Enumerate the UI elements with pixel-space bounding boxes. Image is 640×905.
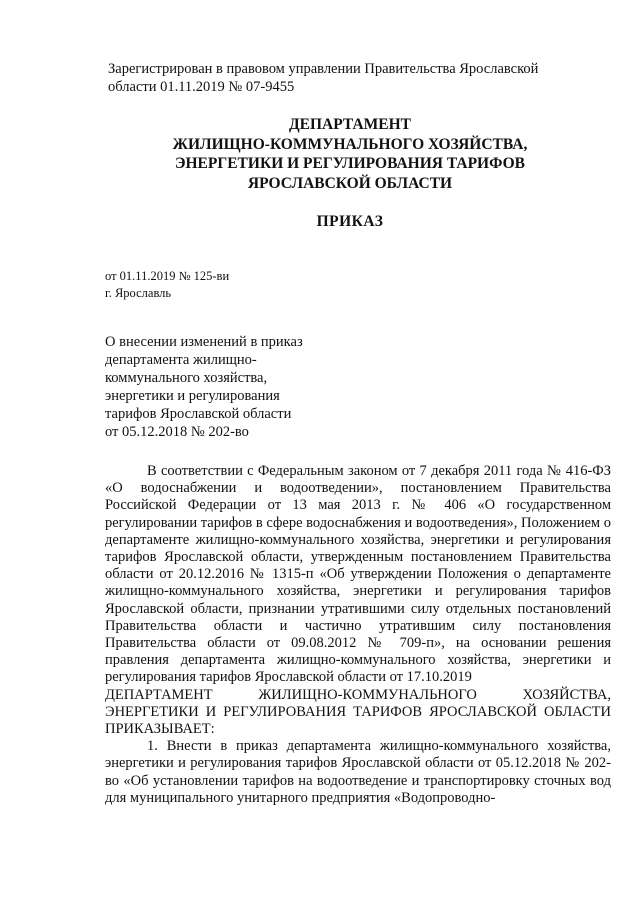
- item-1-paragraph: 1. Внести в приказ департамента жилищно-коммунального хозяйства, энергетики и регулирования тарифов Ярославской области от 05.12.2018 № 202-во «Об установлении тарифов на водоотведение и транспортировку сточных вод для муниципального унитарного предприятия «Водопроводно-: [105, 738, 611, 806]
- department-header: [100, 115, 600, 193]
- orders-paragraph: ДЕПАРТАМЕНТ ЖИЛИЩНО-КОММУНАЛЬНОГО ХОЗЯЙСТВА, ЭНЕРГЕТИКИ И РЕГУЛИРОВАНИЯ ТАРИФОВ ЯРОСЛАВСКОЙ ОБЛАСТИ ПРИКАЗЫВАЕТ:: [105, 686, 611, 738]
- order-subject: [105, 333, 335, 441]
- order-title: ПРИКАЗ: [316, 213, 384, 230]
- order-city: г. Ярославль: [105, 286, 172, 300]
- subject-line-4: энергетики и регулирования: [105, 388, 280, 404]
- subject-line-2: департамента жилищно-: [105, 352, 257, 368]
- order-date-number: от 01.11.2019 № 125-ви: [105, 269, 230, 283]
- subject-line-5: тарифов Ярославской области: [105, 406, 292, 422]
- header-line-3: ЭНЕРГЕТИКИ И РЕГУЛИРОВАНИЯ ТАРИФОВ: [174, 155, 526, 172]
- order-meta: [105, 268, 229, 302]
- order-body: [105, 463, 611, 807]
- preamble-paragraph: В соответствии с Федеральным законом от 7 декабря 2011 года № 416-ФЗ «О водоснабжении и водоотведении», постановлением Правительства Российской Федерации от 13 мая 2013 г. № 406 «О государственном регулировании тарифов в сфере водоснабжения и водоотведения», Положением о департаменте жилищно-коммунального хозяйства, энергетики и регулирования тарифов Ярославской области, утвержденным постановлением Правительства области от 20.12.2016 № 1315-п «Об утверждении Положения о департаменте жилищно-коммунального хозяйства, энергетики и регулирования тарифов Ярославской области, признании утратившими силу отдельных постановлений Правительства области и частично утратившим силу постановления Правительства области от 09.08.2012 № 709-п», на основании решения правления департамента жилищно-коммунального хозяйства, энергетики и регулирования тарифов Ярославской области от 17.10.2019: [105, 463, 611, 686]
- header-line-1: ДЕПАРТАМЕНТ: [288, 116, 412, 133]
- subject-line-1: О внесении изменений в приказ: [105, 334, 303, 350]
- header-line-2: ЖИЛИЩНО-КОММУНАЛЬНОГО ХОЗЯЙСТВА,: [172, 135, 528, 153]
- registration-note: Зарегистрирован в правовом управлении Правительства Ярославской области 01.11.2019 № 07-9455: [108, 61, 539, 95]
- subject-line-3: коммунального хозяйства,: [105, 370, 268, 386]
- subject-line-6: от 05.12.2018 № 202-во: [105, 424, 249, 440]
- header-line-4: ЯРОСЛАВСКОЙ ОБЛАСТИ: [247, 174, 453, 192]
